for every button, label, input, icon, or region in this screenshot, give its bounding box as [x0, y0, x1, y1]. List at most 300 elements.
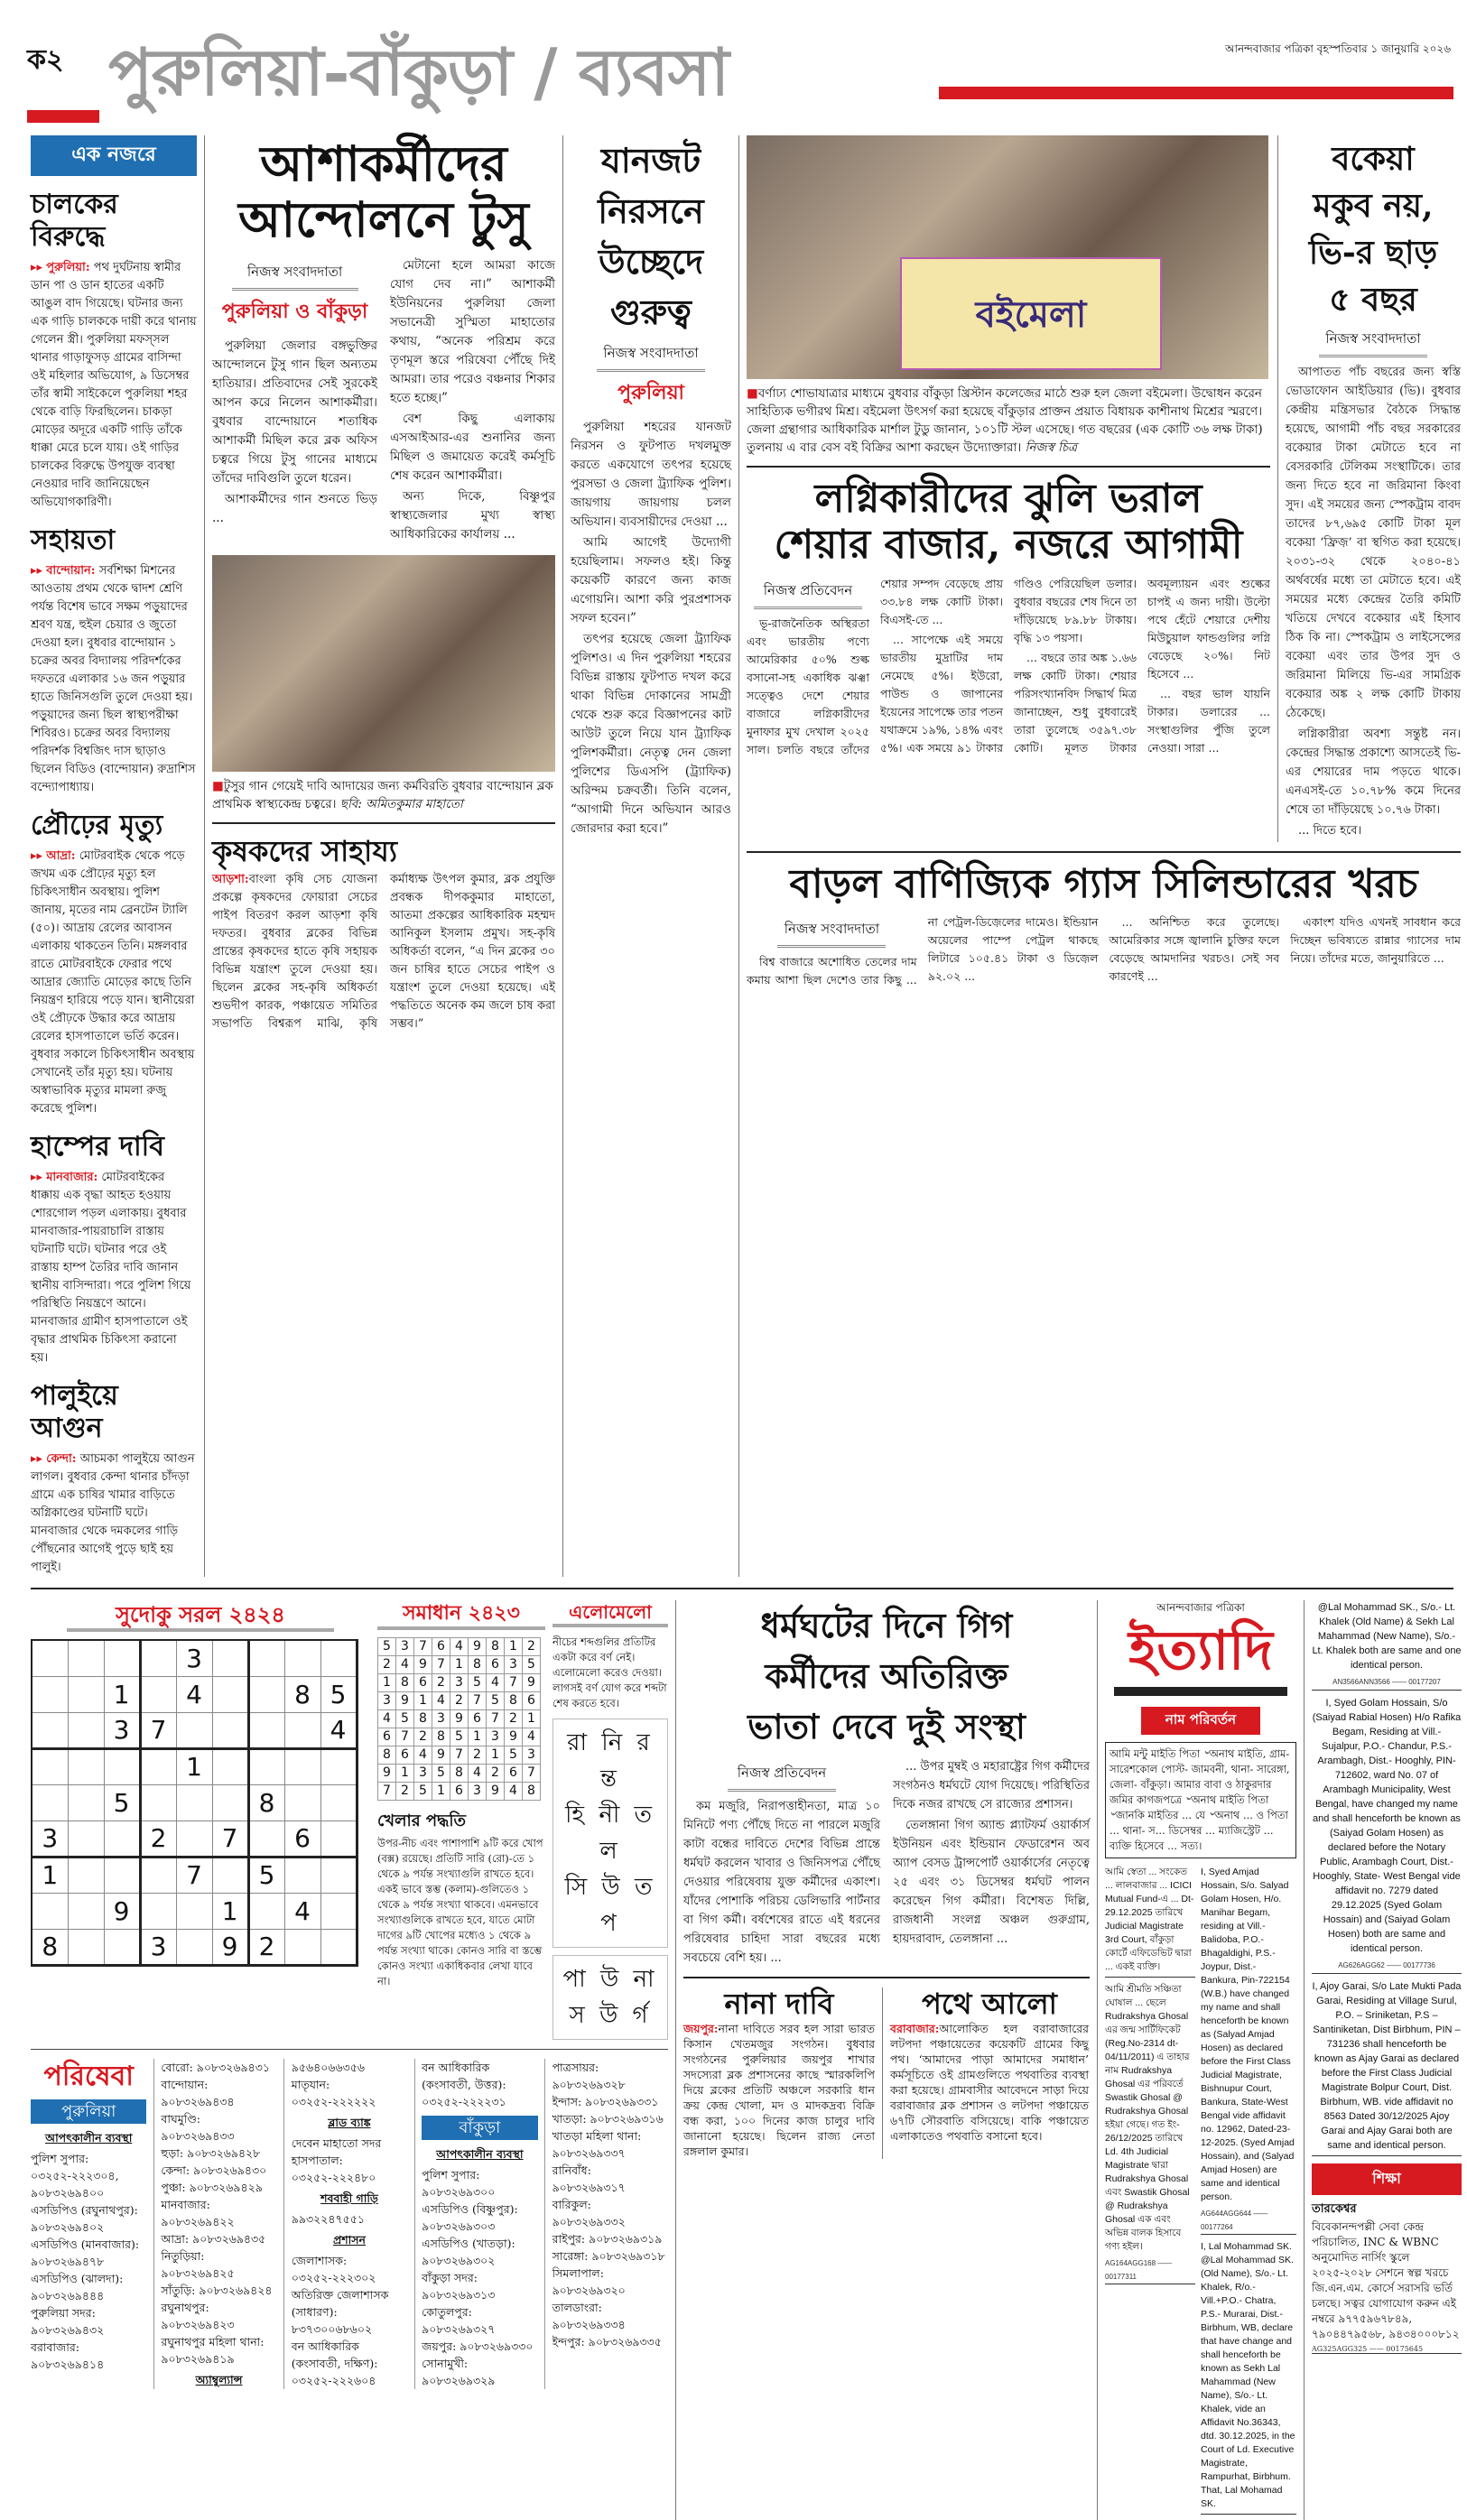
arrow-icon: ▸▸	[31, 1452, 47, 1466]
solution-cell: 8	[378, 1746, 396, 1764]
solution-cell: 8	[523, 1782, 541, 1800]
sudoku-cell	[320, 1857, 357, 1893]
solution-cell: 6	[450, 1782, 469, 1800]
solution-cell: 8	[487, 1637, 505, 1655]
directory-entry: এসডিপিও (রঘুনাথপুর): ৯০৮৩২৬৯৪০২	[31, 2203, 138, 2234]
solution-cell: 2	[378, 1655, 396, 1673]
brief-body	[31, 1169, 197, 1367]
solution-block	[377, 1600, 545, 1989]
pothe-alo-article	[882, 1987, 1089, 2159]
headline-line: পা উ না	[562, 1966, 658, 1993]
sudoku-cell: 1	[176, 1748, 212, 1784]
solution-cell: 7	[469, 1691, 487, 1709]
sudoku-cell	[32, 1640, 68, 1676]
headline-line: ৫ বছর	[1329, 281, 1417, 319]
directory-entry: সারেঙ্গা: ৯০৮৩২৬৯৩১৮	[552, 2249, 665, 2263]
share-market-article	[747, 477, 1270, 759]
brief-text: মোটরবাইক থেকে পড়ে জখম এক প্রৌঢ়ের মৃত্যু হল চিকিৎসাধীন অবস্থায়। পুলিশ জানায়, মৃতের নাম ব্রেনটেন ট্যালি (৫০)। আদ্রায় রেলের আবাসন এলাকায় থাকতেন তিনি। মঙ্গলবার রাতে মোটরবাইকে ফেরার পথে আদ্রার জ্যোতি মোড়ের কাছে তিনি নিয়ন্ত্রণ হারিয়ে পড়ে যান। স্থানীয়েরা ওই প্রৌঢ়কে উদ্ধার করে আদ্রায় রেলের হাসপাতালে ভর্তি করেন। বুধবার সকালে চিকিৎসাধীন অবস্থায় সেখানেই তাঁর মৃত্যু হয়। ঘটনায় অস্বাভাবিক মৃত্যুর মামলা রুজু করেছে পুলিশ।	[31, 849, 195, 1116]
sudoku-cell: 5	[104, 1784, 140, 1821]
solution-cell: 2	[505, 1709, 523, 1728]
sudoku-cell	[212, 1712, 248, 1748]
sudoku-cell	[284, 1784, 320, 1821]
grid-row	[378, 1691, 541, 1709]
classified-ad-text: I, Syed Amjad Hossain, S/o. Salyad Golam Hosen, H/o. Manihar Begam, residing at Vill.- Balidoba, P.O.- Bhagaldighi, P.S.- Joypur, Dist.- Bankura, Pin-722154 (W.B.) have changed my name and shall henceforth be known as (Salyad Amjad Hosen) as declared before the First Class Judicial Magistrate, Bishnupur Court, Bankura, State-West Bengal vide affidavit no. 12962, Dated-23-12-2025. (Syed Amjad Hossain), and (Salyad Amjad Hosen) are same and identical person.	[1201, 1867, 1295, 2202]
solution-cell: 3	[432, 1709, 450, 1728]
byline: নিজস্ব সংবাদদাতা	[777, 919, 886, 948]
brief-item	[31, 1380, 197, 1577]
sudoku-cell	[32, 1676, 68, 1712]
caption-text: টুসুর গান গেয়েই দাবি আদায়ের জন্য কর্মবিরতি বুধবার বান্দোয়ান ব্লক প্রাথমিক স্বাস্থ্যকেন্দ্র চত্বরে।	[212, 779, 553, 812]
sudoku-block	[31, 1600, 370, 1967]
sudoku-cell: 1	[212, 1893, 248, 1929]
solution-cell: 1	[378, 1673, 396, 1691]
classified-ad-text: আমি শ্রীমতি সঞ্চিতা ঘোষাল ... ছেলে Rudrakshya Ghosal এর জন্ম সার্টিফিকেট (Reg.No-2314 dt-04/11/2011) এ তাহার নাম Rudrakshya Ghosal এর পরিবর্তে Swastik Ghosal @ Rudrakshya Ghosal হইয়া গেছে। গত ইং- 26/12/2025 তারিখে Ld. 4th Judicial Magistrate দ্বারা Rudrakshya Ghosal এবং Swastik Ghosal @ Rudrakshya Ghosal এক এবং অভিন্ন বালক হিসাবে গণ্য হইল।	[1105, 1984, 1190, 2252]
region-label-purulia: পুরুলিয়া	[31, 2099, 146, 2124]
sudoku-cell	[212, 1784, 248, 1821]
sudoku-cell	[176, 1821, 212, 1857]
sudoku-cell	[104, 1640, 140, 1676]
grid-row	[378, 1728, 541, 1746]
solution-cell: 6	[378, 1728, 396, 1746]
sudoku-cell: 9	[212, 1929, 248, 1965]
solution-cell: 6	[487, 1655, 505, 1673]
caption-bullet-icon: ■	[747, 386, 758, 401]
classified-column	[1105, 1866, 1195, 2290]
solution-cell: 9	[487, 1782, 505, 1800]
briefs-box-title: এক নজরে	[31, 135, 197, 176]
brief-text: আচমকা পালুইয়ে আগুন লাগল। বুধবার কেন্দা থানার চাঁদড়া গ্রামে এক চাষির খামার বাড়িতে অগ্নিকাণ্ডের ঘটনাটি ঘটে। মানবাজার থেকে দমকলের গাড়ি পৌঁছনোর আগেই পুড়ে ছাই হয় পালুই।	[31, 1452, 195, 1574]
sudoku-cell	[320, 1640, 357, 1676]
solution-cell: 9	[523, 1673, 541, 1691]
sudoku-cell	[212, 1857, 248, 1893]
paragraph: অন্য দিকে, বিষ্ণুপুর স্বাস্থ্যজেলার মুখ্য স্বাস্থ্য আধিকারিকের কার্যালয় ...	[390, 489, 555, 542]
ad-code: AG626AGG62 —— 00177736	[1312, 1959, 1462, 1974]
sudoku-cell: 1	[104, 1676, 140, 1712]
directory-entry: পুরুলিয়া সদর: ৯০৮৩২৬৯৪৩২	[31, 2306, 105, 2337]
solution-cell: 5	[450, 1728, 469, 1746]
ads-subcolumns	[1105, 1866, 1296, 2520]
puzzles-services-column	[31, 1600, 668, 2389]
ad-code: AG644AGG644 —— 00177264	[1201, 2207, 1296, 2235]
solution-cell: 5	[414, 1782, 432, 1800]
grid-row	[378, 1746, 541, 1764]
sudoku-cell	[104, 1857, 140, 1893]
sudoku-cell: 5	[320, 1676, 357, 1712]
solution-cell: 2	[450, 1691, 469, 1709]
ad-separator	[1312, 2155, 1462, 2156]
sudoku-cell	[284, 1857, 320, 1893]
brief-item	[31, 1131, 197, 1367]
rules-text: উপর-নীচ এবং পাশাপাশি ৯টি করে খোপ (বক্স) রয়েছে। প্রতিটি সারি (রো)-তে ১ থেকে ৯ পর্যন্ত সংখ্যাগুলি রাখতে হবে। একই ভাবে স্তম্ভ (কলাম)-গুলিতেও ১ থেকে ৯ পর্যন্ত সংখ্যা থাকবে। এমনভাবে সংখ্যাগুলিকে রাখতে হবে, যাতে মোটা দাগের ৯টি খোপের মধ্যেও ১ থেকে ৯ পর্যন্ত সংখ্যা থাকে। কোনও সারি বা স্তম্ভে কোনও সংখ্যা একাধিকবার লেখা যাবে না।	[377, 1836, 543, 1987]
paragraph: ... বছরে তার অঙ্ক ১.৬৬ লক্ষ কোটি টাকা। শেয়ার পরিসংখ্যানবিদ সিদ্ধার্থ মিত্র জানাচ্ছেন, শুধু বুধবারেই তারা তুলেছে ৩৫৯৭.৩৮ কোটি। মূলত টাকার অবমূল্যায়ন এবং শুল্কের চাপই এ জন্য দায়ী। উল্টো পথে হেঁটে শেয়ারে দেশীয় মিউচুয়াল ফান্ডগুলির লগ্নি বেড়েছে ২০%। নিট হিসেবে ...	[1014, 577, 1270, 755]
jumble-box-2	[552, 1955, 668, 2040]
brief-body	[31, 562, 197, 797]
brief-item	[31, 810, 197, 1118]
solution-cell: 5	[469, 1673, 487, 1691]
directory-entry: আদ্রা: ৯০৮৩২৬৯৪৩৫	[161, 2232, 266, 2246]
bookfair-caption	[747, 384, 1270, 457]
solution-cell: 4	[396, 1655, 414, 1673]
jumble-block	[552, 1600, 668, 2040]
classified-column	[1312, 1600, 1462, 2156]
sudoku-cell: 7	[212, 1821, 248, 1857]
sudoku-cell: 1	[32, 1857, 68, 1893]
header-rule-right	[939, 87, 1453, 99]
directory-entry: এসডিপিও (বিষ্ণুপুর): ৯০৮৩২৬৯৩০৩	[422, 2202, 518, 2233]
sudoku-cell	[104, 1748, 140, 1784]
byline: নিজস্ব প্রতিবেদন	[754, 580, 862, 609]
paragraph: আশাকর্মীদের গান শুনতে ভিড় ...	[212, 492, 377, 526]
solution-cell: 4	[469, 1764, 487, 1782]
sudoku-cell	[32, 1893, 68, 1929]
sudoku-cell	[176, 1784, 212, 1821]
ad-separator	[1105, 1977, 1195, 1978]
directory-entry: ৯৫৬৪০৬৬৩৫৬	[291, 2061, 365, 2074]
headline-line: সি উ ত প	[564, 1874, 656, 1937]
solution-cell: 4	[378, 1709, 396, 1728]
name-change-label: নাম পরিবর্তন	[1141, 1707, 1260, 1735]
rule	[31, 2049, 668, 2050]
krishak-headline: কৃষকদের সাহায্য	[212, 834, 398, 869]
asha-headline-1: আশাকর্মীদের	[260, 134, 507, 192]
solution-cell: 3	[469, 1782, 487, 1800]
dateline-place: পুরুলিয়া ও বাঁকুড়া	[221, 300, 368, 324]
directory-entry: ৯৯৩২২৪৭৫৫১	[291, 2212, 365, 2226]
sudoku-cell: 3	[176, 1640, 212, 1676]
headline-line: ধর্মঘটের দিনে গিগ	[760, 1605, 1013, 1645]
sudoku-cell	[140, 1784, 176, 1821]
solution-cell: 6	[396, 1746, 414, 1764]
grid-row	[32, 1640, 357, 1676]
sudoku-cell	[248, 1893, 284, 1929]
paragraph: ... অনিশ্চিত করে তুলেছে। আমেরিকার সঙ্গে জ্বালানি চুক্তির ফলে বেড়েছে আমদানির খরচও। সেই সব কারণেই ...	[1109, 914, 1280, 983]
sudoku-cell: 7	[140, 1712, 176, 1748]
arrow-icon: ▸▸	[31, 849, 47, 863]
sudoku-cell: 5	[248, 1857, 284, 1893]
grid-row	[32, 1784, 357, 1821]
sudoku-cell	[248, 1640, 284, 1676]
directory-entry: পুলিশ সুপার: ০৩২৫২-২২২৩০৪, ৯০৮৩২৬৯৪০০	[31, 2152, 119, 2200]
sudoku-cell: 7	[176, 1857, 212, 1893]
ad-code: AN3566ANN3566 —— 00177207	[1312, 1675, 1462, 1691]
sudoku-cell	[140, 1640, 176, 1676]
gig-column	[675, 1600, 1090, 2520]
solution-cell: 1	[450, 1655, 469, 1673]
solution-cell: 9	[505, 1728, 523, 1746]
article-body: বাংলা কৃষি সেচ যোজনা প্রকল্পে কৃষকদের ফোয়ারা সেচের পাইপ বিতরণ করল আড়শা কৃষি দফতর। বুধবার ব্লকের বিভিন্ন প্রান্তের কৃষকদের হাতে কৃষি সহায়ক বিভিন্ন যন্ত্রাংশ তুলে দেওয়া হয়। ছিলেন ব্লকের সহ-কৃষি অধিকর্তা শুভদীপ কারক, পঞ্চায়েত সমিতির সভাপতি বিশ্বরূপ মাঝি, কৃষি কর্মাধ্যক্ষ উৎপল কুমার, ব্লক প্রযুক্তি প্রবন্ধক দীপককুমার মাহাতো, আতমা প্রকল্পের আধিকারিক মহম্মদ আনিকুল ইসলাম প্রমুখ। সহ-কৃষি অধিকর্তা বলেন, “এ দিন ব্লকের ৩০ জন চাষির হাতে সেচের পাইপ ও যন্ত্রাংশ তুলে দেওয়া হয়েছে। এই পদ্ধতিতে অনেক কম জলে চাষ করা সম্ভব।”	[212, 872, 555, 1031]
paragraph: ভূ-রাজনৈতিক অস্থিরতা এবং ভারতীয় পণ্যে আমেরিকার ৫০% শুল্ক বসানো-সহ একাধিক ঝঞ্ঝা সত্ত্বেও দেশে শেয়ার বাজারে লগ্নিকারীদের মুনাফার মুখ দেখাল ২০২৫ সাল। চলতি বছরে তাঁদের শেয়ার সম্পদ বেড়েছে প্রায় ৩৩.৮৪ লক্ষ কোটি টাকা। বিএসই-তে ...	[747, 577, 1003, 757]
headline-line: কর্মীদের অতিরিক্ত	[765, 1655, 1008, 1696]
solution-cell: 3	[378, 1691, 396, 1709]
directory-entry: হুড়া: ৯০৮৩২৬৯৪২৮	[161, 2146, 261, 2160]
solution-cell: 6	[469, 1709, 487, 1728]
brief-title: সহায়তা	[31, 524, 116, 556]
sudoku-title: সুদোকু সরল ২৪২৪	[67, 1600, 334, 1632]
sudoku-cell	[248, 1821, 284, 1857]
ads-row	[1105, 1600, 1462, 2520]
directory-entry: খাতড়া মহিলা থানা: ৯০৮৩২৬৯৩৩৭	[552, 2129, 642, 2160]
directory-entry: বান্দোয়ান: ৯০৮৩২৬৯৪৩৪	[161, 2078, 235, 2108]
sudoku-cell	[248, 1676, 284, 1712]
paragraph: বেশ কিছু এলাকায় এসআইআর-এর শুনানির জন্য মিছিল ও জমায়েত করেই কর্মসূচি শেষ করেন আশাকর্মীরা।	[390, 412, 555, 484]
directory-entry: খাতড়া: ৯০৮৩২৬৯৩১৬	[552, 2112, 664, 2126]
asha-tusu-photo	[212, 555, 555, 772]
photo-credit: নিজস্ব চিত্র	[1025, 440, 1078, 455]
paragraph: কম মজুরি, নিরাপত্তাহীনতা, মাত্র ১০ মিনিটে পণ্য পৌঁছে দিতে না পারলে মজুরি কাটা বন্ধের দাবিতে দেশের বিভিন্ন প্রান্তে ধর্মঘট করলেন খাবার ও জিনিসপত্র পৌঁছে দেওয়ার পরিষেবায় যুক্ত কর্মীদের একাংশ। যাঁদের পোশাকি পরিচয় ডেলিভারি পার্টনার বা গিগ কর্মী। বর্ষশেষের রাতে এই ধরনের পরিষেবার চাহিদা সারা বছরের মধ্যে সবচেয়ে বেশি হয়। ...	[683, 1800, 880, 1965]
solution-cell: 2	[396, 1782, 414, 1800]
gas-headline: বাড়ল বাণিজ্যিক গ্যাস সিলিন্ডারের খরচ	[789, 861, 1418, 907]
briefs-column	[31, 135, 197, 1577]
solution-cell: 5	[432, 1764, 450, 1782]
grid-row	[378, 1764, 541, 1782]
solution-cell: 1	[487, 1746, 505, 1764]
dateline-place: বান্দোয়ান:	[46, 564, 96, 578]
solution-cell: 4	[523, 1728, 541, 1746]
nana-dabi-article	[683, 1987, 875, 2159]
headline-line: গুরুত্ব	[610, 292, 692, 332]
sudoku-cell	[32, 1748, 68, 1784]
headline-line: মকুব নয়,	[1313, 187, 1434, 225]
sudoku-cell	[68, 1821, 104, 1857]
bookfair-share-block	[747, 135, 1270, 759]
solution-cell: 4	[487, 1673, 505, 1691]
sudoku-cell	[32, 1712, 68, 1748]
solution-cell: 5	[378, 1637, 396, 1655]
headline-line: ভাতা দেবে দুই সংস্থা	[747, 1706, 1026, 1746]
byline: নিজস্ব প্রতিবেদন	[728, 1763, 836, 1792]
brief-title: হাম্পের দাবি	[31, 1131, 164, 1163]
brief-text: সর্বশিক্ষা মিশনের আওতায় প্রথম থেকে দ্বাদশ শ্রেণি পর্যন্ত বিশেষ ভাবে সক্ষম পড়ুয়াদের শ্রবণ যন্ত্র, হুইল চেয়ার ও জুতো দেওয়া হল। বুধবার বান্দোয়ান ১ চক্রের অবর বিদ্যালয় পরিদর্শকের দফতরে এলাকার ১৬ জন পড়ুয়ার হাতে জিনিসগুলি তুলে দেওয়া হয়। পড়ুয়াদের জন্য ছিল স্বাস্থ্যপরীক্ষা শিবিরও। চক্রের অবর বিদ্যালয় পরিদর্শক বিশ্বজিৎ দাস ছাড়াও ছিলেন বিডিও (বান্দোয়ান) রুদ্রাশিস বন্দ্যোপাধ্যায়।	[31, 564, 196, 794]
headline-line: রা নি র ন্ত	[567, 1729, 654, 1793]
directory-entry: বোরো: ৯০৮৩২৬৯৪৩১	[161, 2061, 270, 2074]
solution-cell: 5	[523, 1655, 541, 1673]
brief-body	[31, 1450, 197, 1577]
photo-credit: ছবি: অমিতকুমার মাহাতো	[339, 797, 463, 812]
brief-text: মোটরবাইকের ধাক্কায় এক বৃদ্ধা আহত হওয়ায় শোরগোল পড়ল এলাকায়। বুধবার মানবাজার-পায়রাচালি রাস্তায় ঘটনাটি ঘটে। ঘটনার পরে ওই রাস্তায় হাম্প তৈরির দাবি জানান স্থানীয় বাসিন্দারা। পরে পুলিশ গিয়ে পরিস্থিতি নিয়ন্ত্রণে আনে। মানবাজার গ্রামীণ হাসপাতালে ওই বৃদ্ধার প্রাথমিক চিকিৎসা করানো হয়।	[31, 1171, 191, 1365]
sudoku-cell: 4	[284, 1893, 320, 1929]
paragraph: মেটানো হলে আমরা কাজে যোগ দেব না।” আশাকর্মী ইউনিয়নের পুরুলিয়া জেলা সভানেত্রী সুস্মিতা মাহাতোর কথায়, “অনেক পরিশ্রম করে তৃণমূল স্তরে পরিষেবা পৌঁছে দিই আমরা। তার পরেও বঞ্চনার শিকার হতে হচ্ছে।”	[390, 258, 555, 406]
sudoku-cell	[68, 1748, 104, 1784]
sudoku-cell	[68, 1929, 104, 1965]
dateline-place: আড়শা:	[212, 872, 249, 886]
education-ad	[1312, 2163, 1462, 2354]
asha-column	[204, 135, 555, 1577]
asha-headline-2: আন্দোলনে টুসু	[238, 190, 529, 249]
directory-entry: বাঘমুণ্ডি: ৯০৮৩২৬৯৪৩৩	[161, 2112, 235, 2143]
byline: নিজস্ব সংবাদদাতা	[232, 262, 358, 291]
sudoku-cell	[68, 1893, 104, 1929]
headline-line: ভি-র ছাড়	[1308, 234, 1438, 272]
sudoku-cell	[284, 1929, 320, 1965]
directory-entry: সোনামুখী: ৯০৮৩২৬৯৩২৯	[422, 2357, 496, 2387]
ad-separator	[1201, 2514, 1296, 2515]
solution-cell: 1	[432, 1782, 450, 1800]
headline-line: স উ র্গ	[569, 2002, 652, 2029]
grid-row	[378, 1673, 541, 1691]
sudoku-cell: 2	[248, 1929, 284, 1965]
byline: নিজস্ব সংবাদদাতা	[1319, 329, 1427, 357]
solution-cell: 4	[414, 1746, 432, 1764]
grid-row	[32, 1676, 357, 1712]
education-text: বিবেকানন্দপল্লী সেবা কেন্দ্র পরিচালিত, INC & WBNC অনুমোদিত নার্সিং স্কুলে ২০২৫-২০২৮ সেশনে স্বল্প খরচে জি.এন.এম. কোর্সে সরাসরি ভর্তি চলছে। সত্বর যোগাযোগ করুন এই নম্বরে ৯৭৭৫৯৬৭৮৪৯, ৭৯০৪৪৭৯৫৬৮, ৯৪৩৪০০০৮১২	[1312, 2220, 1460, 2340]
directory-heading: প্রশাসন	[332, 2233, 367, 2247]
dateline-place: পুরুলিয়া	[617, 381, 684, 404]
directory-entry: অতিরিক্ত জেলাশাসক (সাধারণ): ৮৩৭৩০০৬৮৬০২	[291, 2288, 389, 2336]
solution-cell: 1	[523, 1709, 541, 1728]
bookfair-banner: বইমেলা	[900, 257, 1162, 370]
dateline-place: জয়পুর:	[683, 2021, 719, 2035]
services-title: পরিষেবা	[43, 2061, 134, 2092]
section-title: পুরুলিয়া-বাঁকুড়া / ব্যবসা	[108, 33, 729, 110]
article-body: আলোকিত হল বরাবাজারের লটপদা পঞ্চায়েতের কয়েকটি গ্রামের কিছু পথ। ‘আমাদের পাড়া আমাদের সমাধান’ কর্মসূচিতে ওই গ্রামগুলিতে পথবাতির ব্যবস্থা করা হয়েছে। গ্রামবাসীর আবেদনে সাড়া দিয়ে বরাবাজার ব্লক প্রশাসন ও লটপদা পঞ্চায়েত ৬৭টি সৌরবাতি বসিয়েছে। বাকি পঞ্চায়েত এলাকাতেও পথবাতি বসানো হবে।	[890, 2021, 1089, 2143]
solution-cell: 7	[432, 1655, 450, 1673]
directory-entry: রাইপুর: ৯০৮৩২৬৯৩১৯	[552, 2232, 663, 2246]
paragraph: ... দিতে হবে।	[1298, 824, 1362, 838]
region-label-bankura: বাঁকুড়া	[422, 2116, 537, 2140]
brief-title: পালুইয়ে আগুন	[31, 1380, 118, 1444]
solution-cell: 7	[414, 1637, 432, 1655]
solution-cell: 3	[396, 1637, 414, 1655]
puzzles-row	[31, 1600, 668, 2040]
brief-title: প্রৌঢ়ের মৃত্যু	[31, 810, 163, 841]
classified-ad-text: আমি স্বেতা ... সংকেত ... লালবাজার ... ICICI Mutual Fund-এ ... Dt- 29.12.2025 তারিখে Judicial Magistrate 3rd Court, বাঁকুড়া কোর্টে এফিডেভিট দ্বারা ... একই ব্যক্তি।	[1105, 1867, 1194, 1972]
sudoku-cell	[284, 1712, 320, 1748]
solution-cell: 4	[450, 1637, 469, 1655]
grid-row	[32, 1857, 357, 1893]
solution-cell: 8	[396, 1673, 414, 1691]
sudoku-cell: 3	[32, 1821, 68, 1857]
solution-cell: 1	[414, 1691, 432, 1709]
masthead-title: ইত্যাদি	[1128, 1619, 1273, 1682]
caption-bullet-icon: ■	[212, 779, 224, 794]
article-body	[571, 418, 731, 838]
solution-cell: 9	[450, 1709, 469, 1728]
header-rule-left	[27, 110, 99, 123]
ads-right	[1304, 1600, 1462, 2520]
section-rule	[31, 1588, 1453, 1589]
sudoku-cell	[284, 1640, 320, 1676]
business-top-row	[747, 135, 1461, 842]
directory-entry: বরাবাজার: ৯০৮৩২৬৯৪১৪	[31, 2340, 105, 2371]
classified-ad-text: I, Syed Golam Hossain, S/o (Saiyad Rabial Hosen) H/o Rafika Begam, Residing at Vill.- Sujalpur, P.O.- Chandur, P.S.- Arambagh, Dist.- Hooghly, PIN- 712602, ward No. 07 of Arambagh Municipality, West Bengal, have changed my name and shall henceforth be known as (Saiyad Golam Hosen) as declared before the Notary Public, Arambagh Court, Dist.- Hooghly, State- West Bengal vide affidavit no. 7279 dated 29.12.2025 (Syed Golam Hossain) and (Saiyad Golam Hosen) both are same and identical person.	[1312, 1698, 1462, 1954]
sudoku-cell	[320, 1929, 357, 1965]
business-column	[738, 135, 1461, 1577]
directory-entry: দেবেন মাহাতো সদর হাসপাতাল: ০৩২৫২-২২২৪৮০	[291, 2136, 382, 2184]
directory-entry: পুঞ্চা: ৯০৮৩২৬৯৪২৯	[161, 2181, 263, 2194]
rule	[683, 1977, 1090, 1978]
sudoku-cell: 4	[320, 1712, 357, 1748]
directory-entry: কেন্দা: ৯০৮৩২৬৯৪৩০	[161, 2163, 267, 2177]
sudoku-grid	[31, 1639, 358, 1967]
headline-line: হি নী ত ল	[564, 1802, 656, 1865]
sudoku-cell: 4	[176, 1676, 212, 1712]
emergency-heading: আপৎকালীন ব্যবস্থা	[45, 2131, 133, 2145]
solution-title: সমাধান ২৪২৩	[377, 1600, 545, 1630]
solution-cell: 9	[378, 1764, 396, 1782]
krishak-article	[212, 833, 555, 1033]
solution-cell: 7	[396, 1728, 414, 1746]
paragraph: তৎপর হয়েছে জেলা ট্র্যাফিক পুলিশও। এ দিন পুরুলিয়া শহরের বিভিন্ন রাস্তায় ফুটপাত দখল করে থাকা বিভিন্ন দোকানের সামগ্রী থেকে শুরু করে বিজ্ঞাপনের কাট আউট তুলে নিয়ে যান ট্র্যাফিক পুলিশকর্মীরা। নেতৃত্ব দেন জেলা পুলিশের ডিএসপি (ট্র্যাফিক) অরিন্দম চক্রবর্তী। তিনি বলেন, “আগামী দিনে অভিযান আরও জোরদার করা হবে।”	[571, 632, 731, 836]
grid-row	[378, 1782, 541, 1800]
headline-line: উচ্ছেদে	[598, 241, 704, 282]
rule	[212, 822, 555, 824]
gig-article	[683, 1600, 1090, 1968]
arrow-icon: ▸▸	[31, 1171, 47, 1184]
grid-row	[378, 1637, 541, 1655]
brief-body	[31, 848, 197, 1118]
directory-entry: এসডিপিও (ঝালদা): ৯০৮৩২৬৯৪৪৪	[31, 2272, 124, 2302]
education-label: শিক্ষা	[1312, 2163, 1462, 2195]
directory-entry: এসডিপিও (খাতড়া): ৯০৮৩২৬৯৩০২	[422, 2237, 515, 2267]
solution-cell: 7	[378, 1782, 396, 1800]
classified-ad-text: I, Lal Mohammad SK. @Lal Mohammad SK. (Old Name), S/o.- Lt. Khalek, R/o.- Vill.+P.O.- Chatra, P.S.- Murarai, Dist.- Birbhum, WB, declare that have change and shall henceforth be known as Sekh Lal Mahammad (New Name), S/o.- Lt. Khalek, vide an Affidavit No.36343, dtd. 30.12.2025, in the Court of Ld. Executive Magistrate, Rampurhat, Birbhum. That, Lal Mohamad SK.	[1201, 2241, 1295, 2509]
jumble-box-1	[552, 1719, 668, 1948]
directory-entry: বন আধিকারিক (কংসাবতী, উত্তর): ০৩২৫২-২২২২৩১	[422, 2061, 506, 2108]
solution-cell: 6	[414, 1673, 432, 1691]
sudoku-cell: 8	[284, 1676, 320, 1712]
directory-entry: বারিকুল: ৯০৮৩২৬৯৩৩২	[552, 2198, 626, 2228]
solution-cell: 9	[414, 1655, 432, 1673]
nana-dabi-headline: নানা দাবি	[724, 1987, 834, 2021]
sudoku-cell	[320, 1748, 357, 1784]
grid-row	[32, 1821, 357, 1857]
dateline-place: কেন্দা:	[46, 1452, 77, 1466]
bottom-section	[31, 1600, 1462, 2520]
solution-cell: 7	[450, 1746, 469, 1764]
share-headline-2: শেয়ার বাজার, নজরে আগামী	[774, 521, 1243, 568]
solution-cell: 3	[523, 1746, 541, 1764]
masthead-bar	[1114, 1687, 1287, 1696]
sudoku-cell	[212, 1676, 248, 1712]
solution-cell: 2	[432, 1673, 450, 1691]
directory-entry: ইন্দপুর: ৯০৮৩২৬৯৩৩৫	[552, 2335, 662, 2349]
bookfair-procession-photo	[747, 135, 1268, 379]
paragraph: ... উপর মুম্বই ও মহারাষ্ট্রের গিগ কর্মীদের সংগঠনও ধর্মঘটে যোগ দিয়েছে। পরিস্থিতির দিকে নজর রাখছে সে রাজ্যের প্রশাসন।	[893, 1760, 1090, 1811]
solution-cell: 4	[432, 1691, 450, 1709]
sudoku-cell	[140, 1748, 176, 1784]
asha-photo-caption	[212, 777, 555, 813]
brief-item	[31, 524, 197, 797]
solution-cell: 2	[469, 1746, 487, 1764]
sudoku-cell: 3	[140, 1929, 176, 1965]
headline-line: বকেয়া	[1332, 140, 1415, 178]
sudoku-cell: 9	[104, 1893, 140, 1929]
share-headline-1: লগ্নিকারীদের ঝুলি ভরাল	[814, 476, 1202, 522]
dateline-place: পুরুলিয়া:	[46, 261, 90, 274]
directory-entry: ইন্দাস: ৯০৮৩২৬৯৩৩১	[552, 2095, 659, 2108]
grid-row	[32, 1929, 357, 1965]
solution-cell: 5	[396, 1709, 414, 1728]
solution-cell: 2	[523, 1637, 541, 1655]
top-section	[31, 134, 1461, 1577]
caption-text: বর্ণাঢ্য শোভাযাত্রার মাধ্যমে বুধবার বাঁকুড়া খ্রিস্টান কলেজের মাঠে শুরু হল জেলা বইমেলা। উদ্বোধন করেন সাহিত্যিক ভগীরথ মিশ্র। বইমেলা উৎসর্গ করা হয়েছে বাঁকুড়ার প্রাক্তন প্রয়াত বিধায়ক কাশীনাথ মিশ্রের স্মরণে। জেলা গ্রন্থাগার আধিকারিক মার্শাল টুডু জানান, ১০১টি স্টল এসেছে। গত বছরের (এক কোটি ৩৬ লক্ষ টাকা) তুলনায় এ বার বেস বই বিক্রির আশা করছেন উদ্যোক্তারা।	[747, 386, 1263, 455]
directory-heading: অ্যাম্বুল্যান্স	[195, 2373, 243, 2386]
sudoku-cell: 8	[32, 1929, 68, 1965]
paragraph: আপাতত পাঁচ বছরের জন্য স্বস্তি ভোডাফোন আইডিয়ার (ভি)। বুধবার কেন্দ্রীয় মন্ত্রিসভার বৈঠকে সিদ্ধান্ত হয়েছে, আগামী পাঁচ বছর সরকারের বকেয়ার টাকা মেটাতে হবে না বেসরকারি টেলিকম সংস্থাটিকে। তার জন্য দিতে হবে না জরিমানা কিংবা সুদ। এই সময়ের জন্য স্পেকট্রাম বাবদ তাদের ৮৭,৬৯৫ কোটি টাকা মূল বকেয়া ‘ফ্রিজ়’ বা স্থগিত করা হয়েছে। ২০৩১-৩২ থেকে ২০৪০-৪১ অর্থবর্ষের মধ্যে তা মেটাতে হবে। এই সময়ের মধ্যে কেন্দ্রের তৈরি কমিটি খতিয়ে দেখবে বকেয়ার এই হিসাব ঠিক কি না। স্পেকট্রাম ও লাইসেন্সের বকেয়া এবং তার উপর সুদ ও জরিমানা মিলিয়ে ভি-এর সামগ্রিক বকেয়ার অঙ্ক ২ লক্ষ কোটি টাকায় ঠেকেছে।	[1286, 366, 1461, 720]
sudoku-cell	[320, 1893, 357, 1929]
directory-entry: পুলিশ সুপার: ৯০৮৩২৬৯৩০০	[422, 2168, 496, 2199]
sudoku-cell	[320, 1784, 357, 1821]
sudoku-cell	[68, 1676, 104, 1712]
sudoku-cell	[68, 1857, 104, 1893]
paragraph: পুরুলিয়া শহরের যানজট নিরসন ও ফুটপাত দখলমুক্ত করতে একযোগে তৎপর হয়েছে পুরসভা ও জেলা ট্র্যাফিক পুলিশ। জায়গায় জায়গায় চলল অভিযান। ব্যবসায়ীদের দেওয়া ...	[571, 420, 731, 529]
vi-article	[1277, 135, 1461, 842]
gig-headline	[683, 1600, 1090, 1752]
sudoku-cell	[284, 1748, 320, 1784]
short-news-row	[683, 1987, 1090, 2159]
paragraph: পুরুলিয়া জেলার বঙ্গভুক্তির আন্দোলনে টুসু গান ছিল অন্যতম হাতিয়ার। প্রতিবাদের সেই সুরকেই আপন করে নিলেন আশাকর্মীরা। বুধবার বান্দোয়ানে শতাধিক আশাকর্মী মিছিল করে ব্লক অফিস চত্বরে গিয়ে টুসু গানের মাধ্যমে তাঁদের দাবিগুলি তুলে ধরেন।	[212, 338, 377, 486]
directory-entry: মানবাজার: ৯০৮৩২৬৯৪২২	[161, 2198, 235, 2228]
